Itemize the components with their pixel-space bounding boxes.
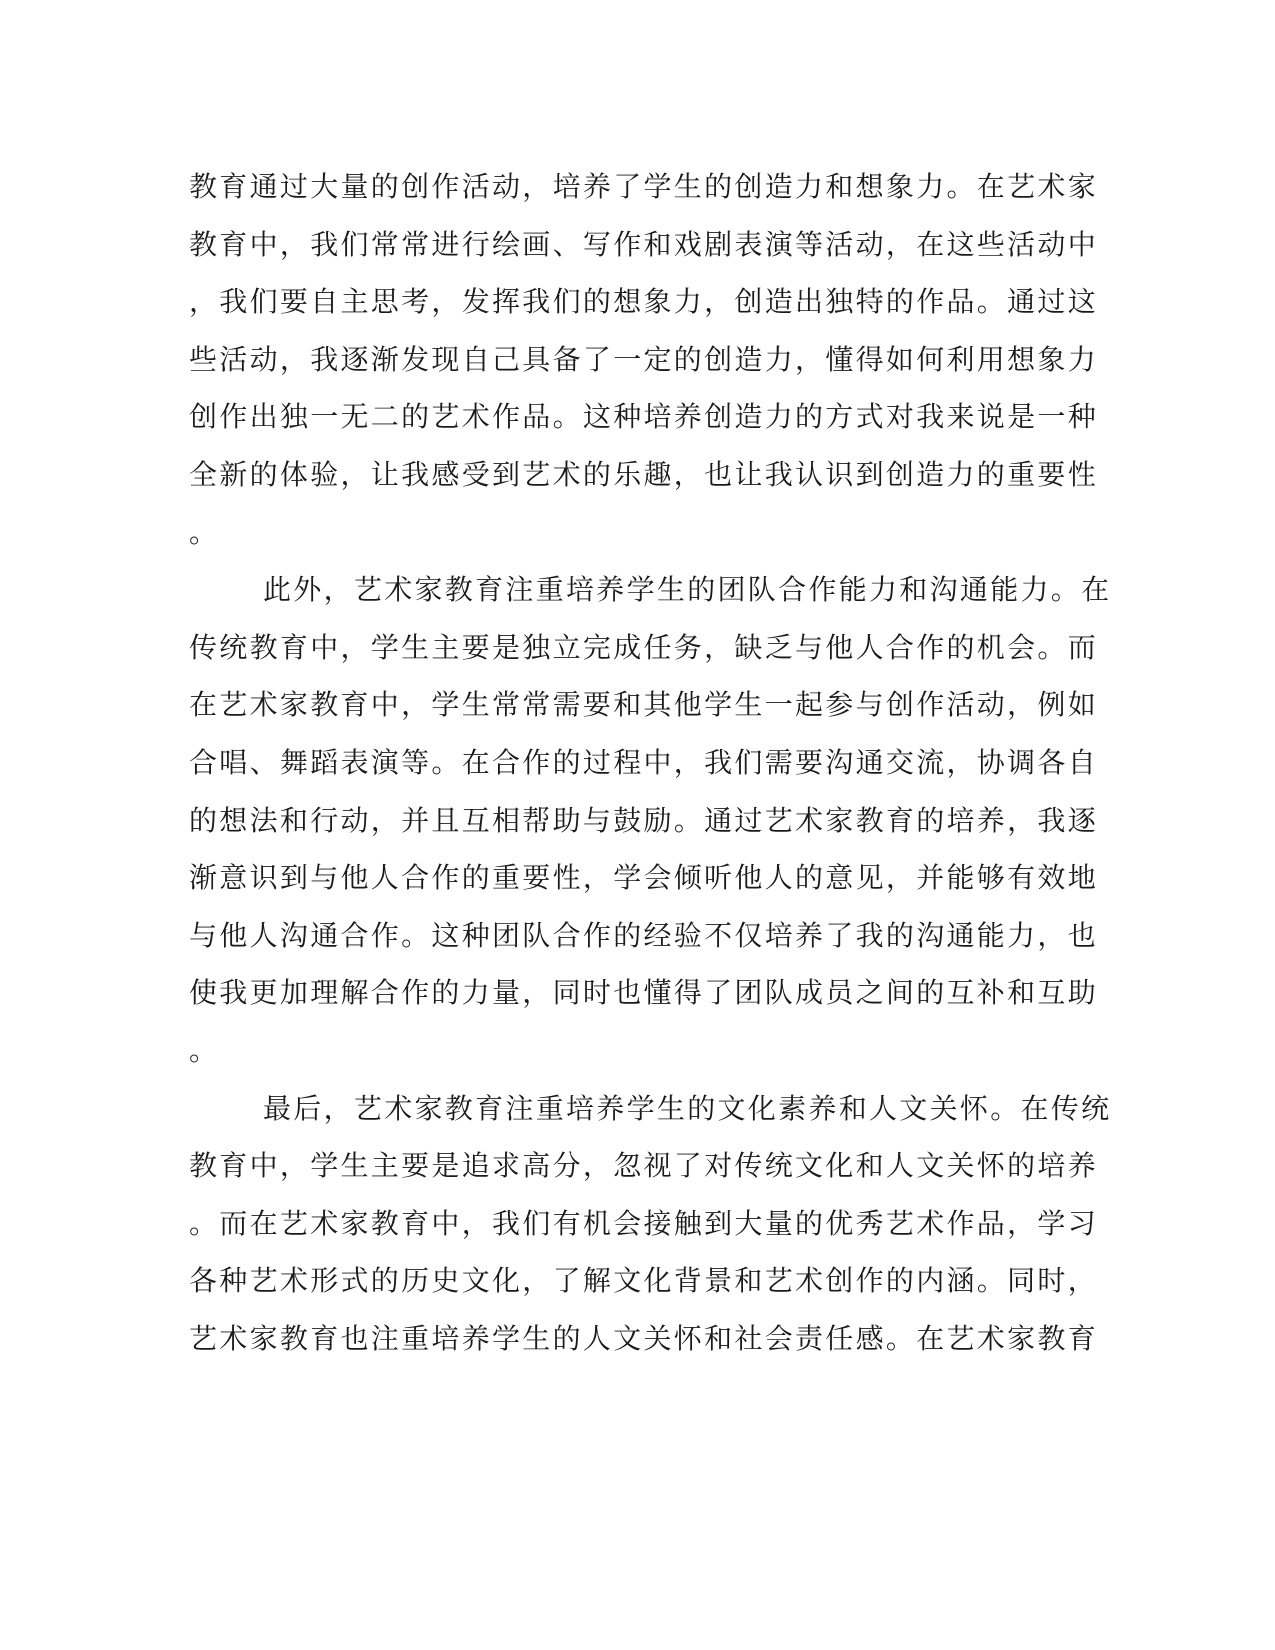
text-line: 创作出独一无二的艺术作品。这种培养创造力的方式对我来说是一种 — [189, 400, 1099, 434]
text-line: ，我们要自主思考，发挥我们的想象力，创造出独特的作品。通过这 — [189, 285, 1099, 319]
paragraph-first-line: 此外，艺术家教育注重培养学生的团队合作能力和沟通能力。在 — [263, 573, 1112, 607]
text-line: 使我更加理解合作的力量，同时也懂得了团队成员之间的互补和互助 — [189, 976, 1099, 1010]
text-line: 渐意识到与他人合作的重要性，学会倾听他人的意见，并能够有效地 — [189, 861, 1099, 895]
text-line: 教育中，学生主要是追求高分，忽视了对传统文化和人文关怀的培养 — [189, 1149, 1099, 1183]
text-line: 在艺术家教育中，学生常常需要和其他学生一起参与创作活动，例如 — [189, 688, 1099, 722]
text-line: 。 — [189, 1033, 220, 1067]
text-line: 教育通过大量的创作活动，培养了学生的创造力和想象力。在艺术家 — [189, 170, 1099, 203]
text-line: 全新的体验，让我感受到艺术的乐趣，也让我认识到创造力的重要性 — [189, 457, 1099, 491]
text-line: 艺术家教育也注重培养学生的人文关怀和社会责任感。在艺术家教育 — [189, 1321, 1099, 1355]
text-line: 传统教育中，学生主要是独立完成任务，缺乏与他人合作的机会。而 — [189, 630, 1099, 664]
text-line: 的想法和行动，并且互相帮助与鼓励。通过艺术家教育的培养，我逐 — [189, 803, 1099, 837]
text-line: 些活动，我逐渐发现自己具备了一定的创造力，懂得如何利用想象力 — [189, 342, 1099, 376]
text-line: 。 — [189, 515, 220, 549]
body-text — [189, 158, 1112, 1367]
text-line: 合唱、舞蹈表演等。在合作的过程中，我们需要沟通交流，协调各自 — [189, 745, 1099, 779]
text-line: 与他人沟通合作。这种团队合作的经验不仅培养了我的沟通能力，也 — [189, 918, 1099, 952]
text-line: 各种艺术形式的历史文化，了解文化背景和艺术创作的内涵。同时， — [189, 1264, 1099, 1298]
text-line: 教育中，我们常常进行绘画、写作和戏剧表演等活动，在这些活动中 — [189, 227, 1099, 261]
paragraph-first-line: 最后，艺术家教育注重培养学生的文化素养和人文关怀。在传统 — [263, 1091, 1112, 1125]
text-line: 。而在艺术家教育中，我们有机会接触到大量的优秀艺术作品，学习 — [189, 1206, 1099, 1240]
